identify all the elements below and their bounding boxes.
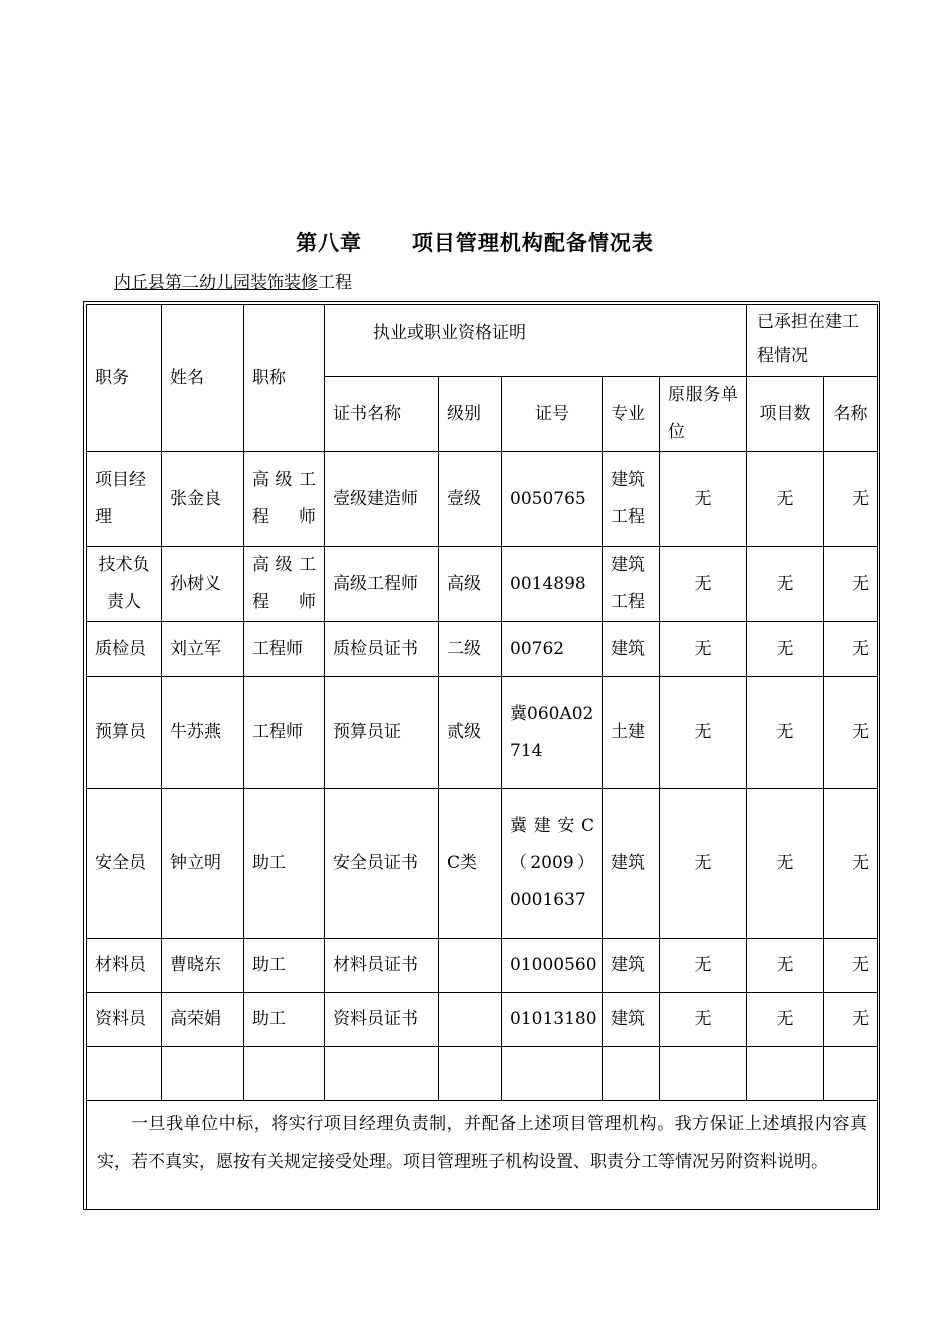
cell-cert-no: 冀建安C（2009）0001637 bbox=[502, 789, 603, 939]
cell-cert-name: 材料员证书 bbox=[325, 939, 439, 993]
page-title: 第八章 项目管理机构配备情况表 bbox=[296, 231, 654, 255]
table-row bbox=[87, 622, 878, 677]
header-position: 职务 bbox=[87, 305, 162, 452]
table-row bbox=[87, 547, 878, 622]
cell-project-name: 无 bbox=[824, 547, 878, 622]
header-title: 职称 bbox=[244, 305, 325, 452]
table-row bbox=[87, 993, 878, 1047]
cell-cert-name: 安全员证书 bbox=[325, 789, 439, 939]
cell-level: 壹级 bbox=[439, 452, 502, 547]
cell-position: 技术负责人 bbox=[87, 547, 162, 622]
staff-table bbox=[86, 304, 878, 1210]
table-row bbox=[87, 789, 878, 939]
cell-title: 助工 bbox=[244, 939, 325, 993]
cell-major: 土建 bbox=[603, 677, 660, 789]
cell-position: 材料员 bbox=[87, 939, 162, 993]
cell-name: 高荣娟 bbox=[162, 993, 244, 1047]
cell-name: 牛苏燕 bbox=[162, 677, 244, 789]
cell-position: 项目经理 bbox=[87, 452, 162, 547]
cell-name: 钟立明 bbox=[162, 789, 244, 939]
cell-major: 建筑工程 bbox=[603, 547, 660, 622]
empty-cell bbox=[660, 1047, 747, 1101]
header-name: 姓名 bbox=[162, 305, 244, 452]
cell-project-count: 无 bbox=[747, 677, 824, 789]
cell-position: 预算员 bbox=[87, 677, 162, 789]
header-undertaken-group: 已承担在建工程情况 bbox=[747, 305, 878, 377]
cell-project-name: 无 bbox=[824, 452, 878, 547]
cell-cert-no: 冀060A02714 bbox=[502, 677, 603, 789]
header-major: 专业 bbox=[603, 377, 660, 452]
empty-cell bbox=[439, 1047, 502, 1101]
empty-row bbox=[87, 1047, 878, 1101]
cell-name: 张金良 bbox=[162, 452, 244, 547]
cell-project-count: 无 bbox=[747, 789, 824, 939]
header-orig-unit: 原服务单位 bbox=[660, 377, 747, 452]
cell-cert-name: 高级工程师 bbox=[325, 547, 439, 622]
cell-level: 高级 bbox=[439, 547, 502, 622]
cell-project-count: 无 bbox=[747, 622, 824, 677]
cell-title: 助工 bbox=[244, 993, 325, 1047]
cell-project-name: 无 bbox=[824, 677, 878, 789]
header-cert-group: 执业或职业资格证明 bbox=[325, 305, 747, 377]
cell-cert-no: 0014898 bbox=[502, 547, 603, 622]
cell-project-count: 无 bbox=[747, 547, 824, 622]
cell-orig-unit: 无 bbox=[660, 677, 747, 789]
cell-cert-name: 预算员证 bbox=[325, 677, 439, 789]
cell-level bbox=[439, 939, 502, 993]
cell-position: 安全员 bbox=[87, 789, 162, 939]
cell-major: 建筑 bbox=[603, 622, 660, 677]
project-name bbox=[114, 268, 352, 293]
cell-project-count: 无 bbox=[747, 452, 824, 547]
cell-cert-no: 0050765 bbox=[502, 452, 603, 547]
cell-project-name: 无 bbox=[824, 993, 878, 1047]
empty-cell bbox=[824, 1047, 878, 1101]
cell-orig-unit: 无 bbox=[660, 789, 747, 939]
cell-orig-unit: 无 bbox=[660, 547, 747, 622]
cell-level: 贰级 bbox=[439, 677, 502, 789]
cell-project-count: 无 bbox=[747, 993, 824, 1047]
cell-name: 曹晓东 bbox=[162, 939, 244, 993]
cell-project-count: 无 bbox=[747, 939, 824, 993]
empty-cell bbox=[325, 1047, 439, 1101]
cell-title: 助工 bbox=[244, 789, 325, 939]
cell-orig-unit: 无 bbox=[660, 622, 747, 677]
cell-cert-no: 01013180 bbox=[502, 993, 603, 1047]
cell-cert-no: 01000560 bbox=[502, 939, 603, 993]
empty-cell bbox=[244, 1047, 325, 1101]
cell-project-name: 无 bbox=[824, 939, 878, 993]
cell-position: 质检员 bbox=[87, 622, 162, 677]
header-level: 级别 bbox=[439, 377, 502, 452]
empty-cell bbox=[162, 1047, 244, 1101]
cell-level: 二级 bbox=[439, 622, 502, 677]
cell-cert-name: 壹级建造师 bbox=[325, 452, 439, 547]
cell-name: 孙树义 bbox=[162, 547, 244, 622]
cell-orig-unit: 无 bbox=[660, 939, 747, 993]
cell-level bbox=[439, 993, 502, 1047]
cell-project-name: 无 bbox=[824, 622, 878, 677]
cell-level: C类 bbox=[439, 789, 502, 939]
cell-orig-unit: 无 bbox=[660, 452, 747, 547]
cell-title: 工程师 bbox=[244, 677, 325, 789]
cell-position: 资料员 bbox=[87, 993, 162, 1047]
cell-project-name: 无 bbox=[824, 789, 878, 939]
header-project-count: 项目数 bbox=[747, 377, 824, 452]
project-name-suffix: 工程 bbox=[318, 273, 352, 293]
empty-cell bbox=[502, 1047, 603, 1101]
cell-title: 高级工程师 bbox=[244, 547, 325, 622]
cell-cert-name: 质检员证书 bbox=[325, 622, 439, 677]
table-row bbox=[87, 452, 878, 547]
cell-title: 工程师 bbox=[244, 622, 325, 677]
cell-major: 建筑 bbox=[603, 993, 660, 1047]
empty-cell bbox=[87, 1047, 162, 1101]
cell-orig-unit: 无 bbox=[660, 993, 747, 1047]
table-row bbox=[87, 677, 878, 789]
header-project-name: 名称 bbox=[824, 377, 878, 452]
cell-major: 建筑 bbox=[603, 939, 660, 993]
cell-title: 高级工程师 bbox=[244, 452, 325, 547]
empty-cell bbox=[603, 1047, 660, 1101]
table-row bbox=[87, 939, 878, 993]
cell-major: 建筑 bbox=[603, 789, 660, 939]
cell-cert-name: 资料员证书 bbox=[325, 993, 439, 1047]
declaration-note: 一旦我单位中标，将实行项目经理负责制，并配备上述项目管理机构。我方保证上述填报内容真实，若不真实，愿按有关规定接受处理。项目管理班子机构设置、职责分工等情况另附资料说明。 bbox=[87, 1101, 878, 1210]
project-name-underlined: 内丘县第二幼儿园装饰装修 bbox=[114, 273, 318, 293]
empty-cell bbox=[747, 1047, 824, 1101]
header-cert-name: 证书名称 bbox=[325, 377, 439, 452]
cell-name: 刘立军 bbox=[162, 622, 244, 677]
cell-cert-no: 00762 bbox=[502, 622, 603, 677]
header-cert-no: 证号 bbox=[502, 377, 603, 452]
cell-major: 建筑工程 bbox=[603, 452, 660, 547]
